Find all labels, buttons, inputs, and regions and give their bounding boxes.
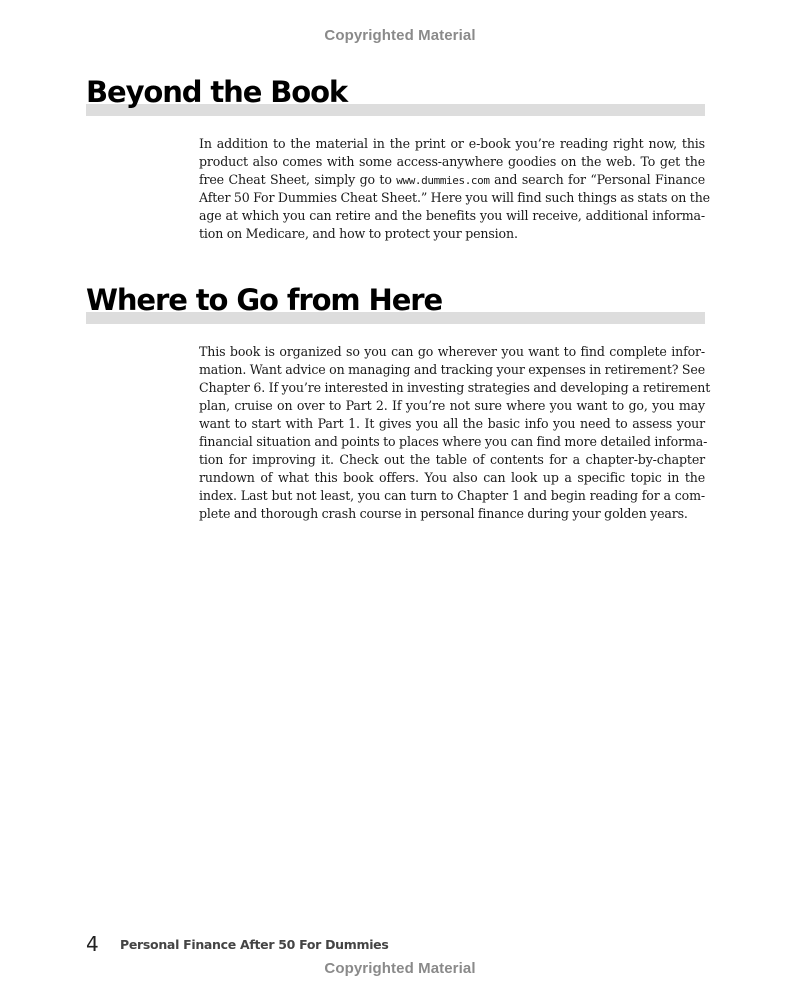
page-footer [86, 933, 389, 955]
section-heading-beyond-the-book [86, 76, 705, 116]
paragraph-beyond-the-book [199, 135, 710, 243]
copyright-watermark-top: Copyrighted Material [324, 27, 476, 44]
paragraph-line: financial situation and points to places where you can find more detailed informa- [199, 434, 708, 449]
paragraph-line: This book is organized so you can go wherever you want to find complete infor- [199, 344, 705, 359]
paragraph-line: want to start with Part 1. It gives you all the basic info you need to assess your [199, 416, 705, 431]
dummies-website-link[interactable]: www.dummies.com [396, 174, 490, 187]
line-text: and search for “Personal Finance [489, 172, 705, 187]
paragraph-line: Chapter 6. If you’re interested in investing strategies and developing a retirement [199, 380, 711, 395]
paragraph-line: tion on Medicare, and how to protect your pension. [199, 226, 518, 241]
paragraph-line: age at which you can retire and the benefits you will receive, additional informa- [199, 208, 705, 223]
paragraph-where-to-go-from-here [199, 343, 711, 523]
paragraph-line: mation. Want advice on managing and tracking your expenses in retirement? See [199, 362, 705, 377]
paragraph-line [199, 171, 705, 189]
paragraph-line: After 50 For Dummies Cheat Sheet.” Here you will find such things as stats on the [199, 190, 710, 205]
heading-text: Where to Go from Here [86, 283, 443, 317]
line-text: free Cheat Sheet, simply go to [199, 172, 397, 187]
section-heading-where-to-go-from-here [86, 284, 705, 324]
paragraph-line: plete and thorough crash course in personal finance during your golden years. [199, 506, 688, 521]
paragraph-line: rundown of what this book offers. You also can look up a specific topic in the [199, 470, 705, 485]
paragraph-line: index. Last but not least, you can turn to Chapter 1 and begin reading for a com- [199, 488, 705, 503]
copyright-watermark-bottom: Copyrighted Material [324, 960, 476, 977]
paragraph-line: tion for improving it. Check out the table of contents for a chapter-by-chapter [199, 452, 705, 467]
running-title: Personal Finance After 50 For Dummies [120, 936, 389, 952]
paragraph-line: plan, cruise on over to Part 2. If you’re not sure where you want to go, you may [199, 398, 705, 413]
paragraph-line: In addition to the material in the print or e-book you’re reading right now, this [199, 136, 705, 151]
heading-text: Beyond the Book [86, 75, 348, 109]
paragraph-line: product also comes with some access-anywhere goodies on the web. To get the [199, 154, 705, 169]
page-number: 4 [86, 932, 99, 956]
